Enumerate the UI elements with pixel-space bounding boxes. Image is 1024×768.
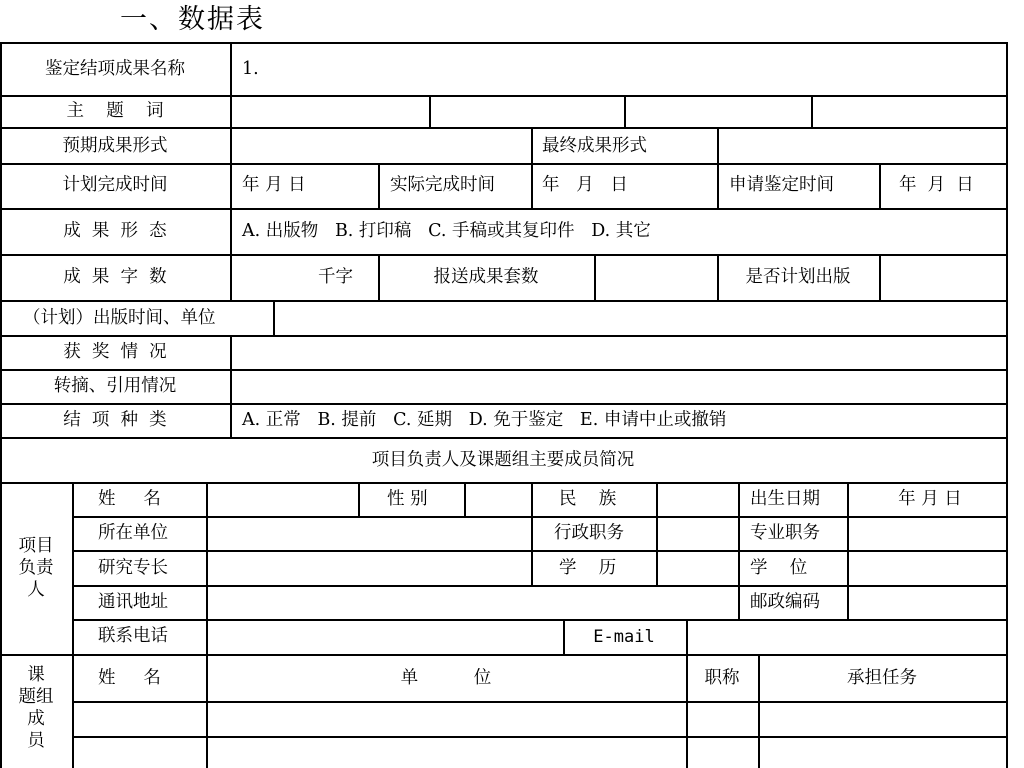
grid-line [686, 619, 688, 768]
grid-line [429, 95, 431, 127]
grid-line [378, 254, 380, 300]
leader-name-label: 姓 名 [98, 489, 161, 509]
state-label: 成 果 形 态 [63, 221, 167, 241]
grid-line [206, 482, 208, 768]
leader-specialty-label: 研究专长 [98, 558, 168, 578]
apply-time-label: 申请鉴定时间 [729, 175, 834, 195]
leader-gender-label: 性 别 [387, 489, 428, 509]
type-label: 结 项 种 类 [63, 410, 167, 430]
grid-line [717, 127, 719, 208]
grid-line [847, 482, 849, 619]
leader-education-label: 学 历 [559, 558, 617, 578]
grid-line [0, 369, 1007, 371]
leader-admin-post-label: 行政职务 [554, 523, 624, 543]
apply-time-value[interactable]: 年 月 日 [899, 175, 974, 195]
leader-group-label: 项目 负责 人 [18, 536, 54, 600]
planned-time-label: 计划完成时间 [62, 175, 168, 195]
leader-birth-value[interactable]: 年 月 日 [898, 489, 962, 509]
copies-label: 报送成果套数 [433, 267, 539, 287]
grid-line [879, 254, 881, 300]
grid-line [72, 550, 1007, 552]
grid-line [230, 42, 232, 300]
grid-line [72, 585, 1007, 587]
grid-line [0, 403, 1007, 405]
expected-form-label: 预期成果形式 [62, 136, 168, 156]
state-options[interactable]: A. 出版物 B. 打印稿 C. 手稿或其复印件 D. 其它 [242, 221, 651, 241]
team-name-header: 姓 名 [98, 668, 161, 688]
grid-line [0, 437, 1007, 439]
leader-address-label: 通讯地址 [98, 592, 168, 612]
keywords-label: 主 题 词 [66, 101, 164, 121]
grid-line [531, 482, 533, 585]
grid-line [72, 482, 74, 768]
grid-line [72, 701, 1007, 703]
team-title-header: 职称 [704, 668, 740, 688]
actual-time-label: 实际完成时间 [390, 175, 495, 195]
grid-line [0, 42, 1007, 44]
grid-line [1006, 42, 1008, 768]
grid-line [464, 482, 466, 516]
leader-email-label: E-mail [593, 627, 655, 647]
leader-birth-label: 出生日期 [750, 489, 820, 509]
team-unit-header: 单 位 [400, 668, 492, 688]
type-options[interactable]: A. 正常 B. 提前 C. 延期 D. 免于鉴定 E. 申请中止或撤销 [242, 410, 727, 430]
grid-line [0, 654, 1007, 656]
grid-line [624, 95, 626, 127]
grid-line [72, 736, 1007, 738]
grid-line [358, 482, 360, 516]
grid-line [72, 619, 1007, 621]
grid-line [0, 254, 1007, 256]
grid-line [563, 619, 565, 654]
grid-line [879, 163, 881, 208]
awards-label: 获 奖 情 况 [63, 342, 167, 362]
leader-degree-label: 学 位 [750, 558, 808, 578]
leader-phone-label: 联系电话 [98, 626, 168, 646]
citation-label: 转摘、引用情况 [53, 376, 177, 396]
grid-line [0, 95, 1007, 97]
grid-line [273, 300, 275, 335]
grid-line [758, 654, 760, 768]
result-name-value[interactable]: 1. [242, 59, 259, 79]
grid-line [378, 163, 380, 208]
plan-publish-label: 是否计划出版 [745, 267, 851, 287]
leader-ethnicity-label: 民 族 [559, 489, 617, 509]
grid-line [230, 335, 232, 437]
result-name-label: 鉴定结项成果名称 [45, 59, 185, 79]
team-group-label: 课 题组 成 员 [18, 665, 54, 751]
grid-line [531, 127, 533, 208]
team-task-header: 承担任务 [847, 668, 917, 688]
final-form-label: 最终成果形式 [542, 136, 647, 156]
actual-time-value[interactable]: 年 月 日 [542, 175, 628, 195]
planned-time-value[interactable]: 年 月 日 [242, 175, 306, 195]
leader-unit-label: 所在单位 [98, 523, 168, 543]
grid-line [594, 254, 596, 300]
grid-line [717, 254, 719, 300]
grid-line [72, 516, 1007, 518]
page-heading: 一、数据表 [120, 4, 265, 35]
words-label: 成 果 字 数 [63, 267, 167, 287]
grid-line [0, 42, 2, 768]
leader-prof-post-label: 专业职务 [750, 523, 820, 543]
grid-line [656, 482, 658, 585]
members-section-title: 项目负责人及课题组主要成员简况 [371, 450, 635, 470]
grid-line [0, 300, 1007, 302]
grid-line [811, 95, 813, 127]
grid-line [0, 335, 1007, 337]
grid-line [0, 208, 1007, 210]
leader-postcode-label: 邮政编码 [750, 592, 820, 612]
grid-line [0, 127, 1007, 129]
grid-line [738, 482, 740, 619]
grid-line [0, 163, 1007, 165]
publish-time-label: （计划）出版时间、单位 [23, 308, 216, 328]
grid-line [0, 482, 1007, 484]
words-unit: 千字 [318, 267, 353, 287]
